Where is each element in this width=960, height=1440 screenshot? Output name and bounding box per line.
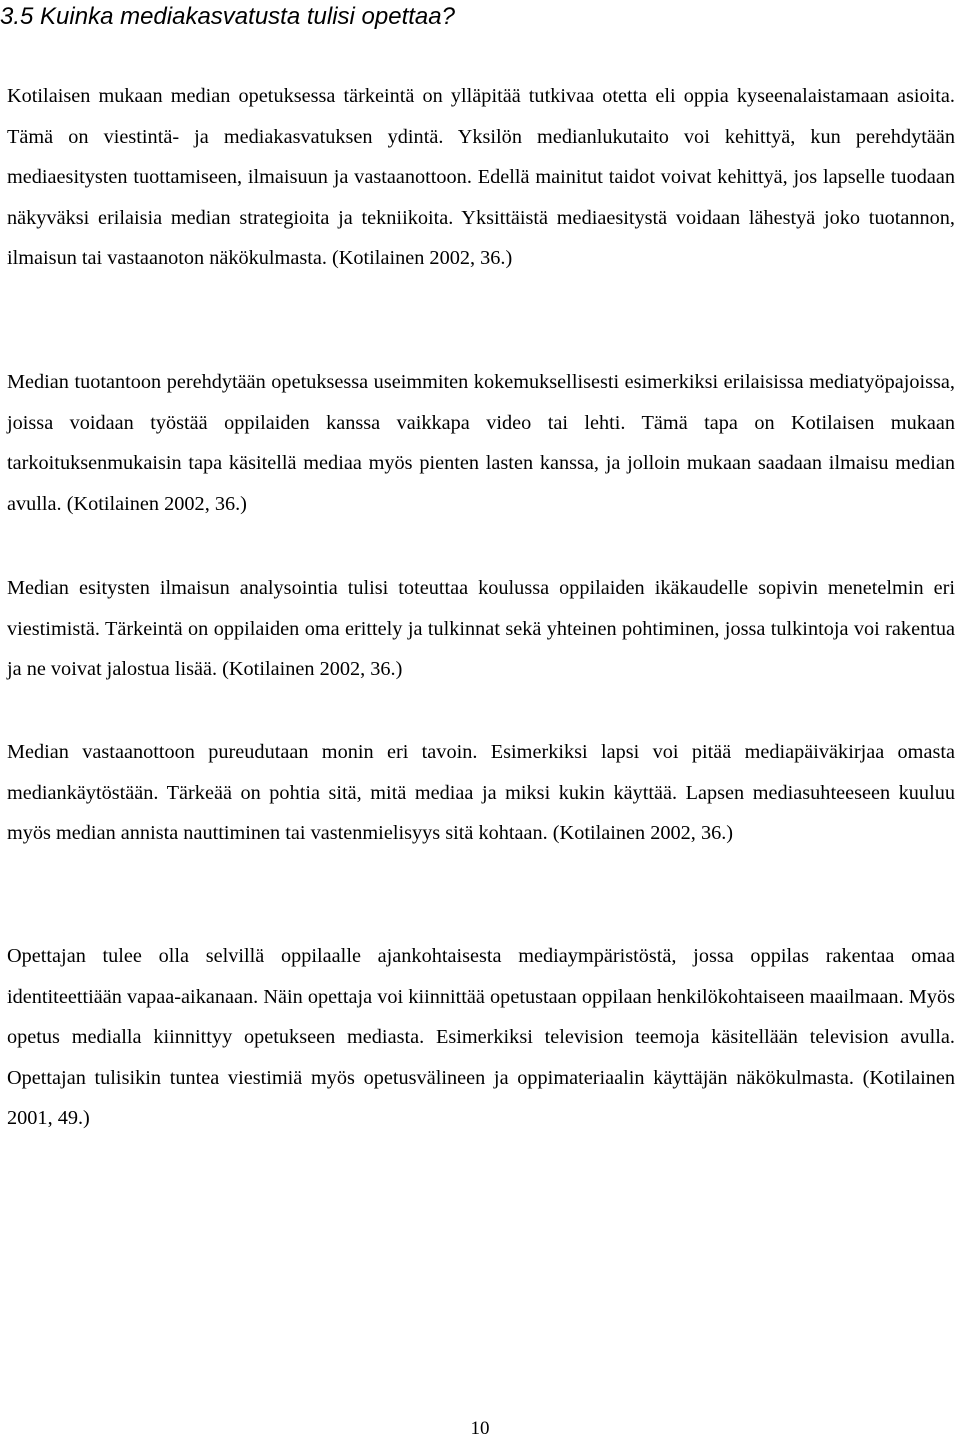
paragraph-4: Median vastaanottoon pureudutaan monin eri tavoin. Esimerkiksi lapsi voi pitää mediapäiväkirjaa omasta mediankäytöstään. Tärkeää on pohtia sitä, mitä mediaa ja miksi kukin käyttää. Lapsen mediasuhteeseen kuuluu myös median annista nauttiminen tai vastenmielisyys sitä kohtaan. (Kotilainen 2002, 36.) xyxy=(7,741,955,844)
paragraph-5: Opettajan tulee olla selvillä oppilaalle ajankohtaisesta mediaympäristöstä, jossa oppilas rakentaa omaa identiteettiään vapaa-aikanaan. Näin opettaja voi kiinnittää opetustaan oppilaan henkilökohtaiseen maailmaan. Myös opetus medialla kiinnittyy opetukseen mediasta. Esimerkiksi television teemoja käsitellään television avulla. Opettajan tulisikin tuntea viestimiä myös opetusvälineen ja oppimateriaalin käyttäjän näkökulmasta. (Kotilainen 2001, 49.) xyxy=(7,945,955,1129)
paragraph-2: Median tuotantoon perehdytään opetuksessa useimmiten kokemuksellisesti esimerkiksi erilaisissa mediatyöpajoissa, joissa voidaan työstää oppilaiden kanssa vaikkapa video tai lehti. Tämä tapa on Kotilaisen mukaan tarkoituksenmukaisin tapa käsitellä mediaa myös pienten lasten kanssa, ja jolloin mukaan saadaan ilmaisu median avulla. (Kotilainen 2002, 36.) xyxy=(7,371,955,515)
paragraph-1: Kotilaisen mukaan median opetuksessa tärkeintä on ylläpitää tutkivaa otetta eli oppia kyseenalaistamaan asioita. Tämä on viestintä- ja mediakasvatuksen ydintä. Yksilön medianlukutaito voi kehittyä, kun perehdytään mediaesitysten tuottamiseen, ilmaisuun ja vastaanottoon. Edellä mainitut taidot voivat kehittyä, jos lapselle tuodaan näkyväksi erilaisia median strategioita ja tekniikoita. Yksittäistä mediaesitystä voidaan lähestyä joko tuotannon, ilmaisun tai vastaanoton näkökulmasta. (Kotilainen 2002, 36.) xyxy=(7,85,955,269)
section-heading: 3.5 Kuinka mediakasvatusta tulisi opettaa? xyxy=(0,3,455,30)
page-number: 10 xyxy=(470,1418,490,1439)
paragraph-3: Median esitysten ilmaisun analysointia tulisi toteuttaa koulussa oppilaiden ikäkaudelle sopivin menetelmin eri viestimistä. Tärkeintä on oppilaiden oma erittely ja tulkinnat sekä yhteinen pohtiminen, jossa tulkintoja voi rakentua ja ne voivat jalostua lisää. (Kotilainen 2002, 36.) xyxy=(7,577,955,680)
